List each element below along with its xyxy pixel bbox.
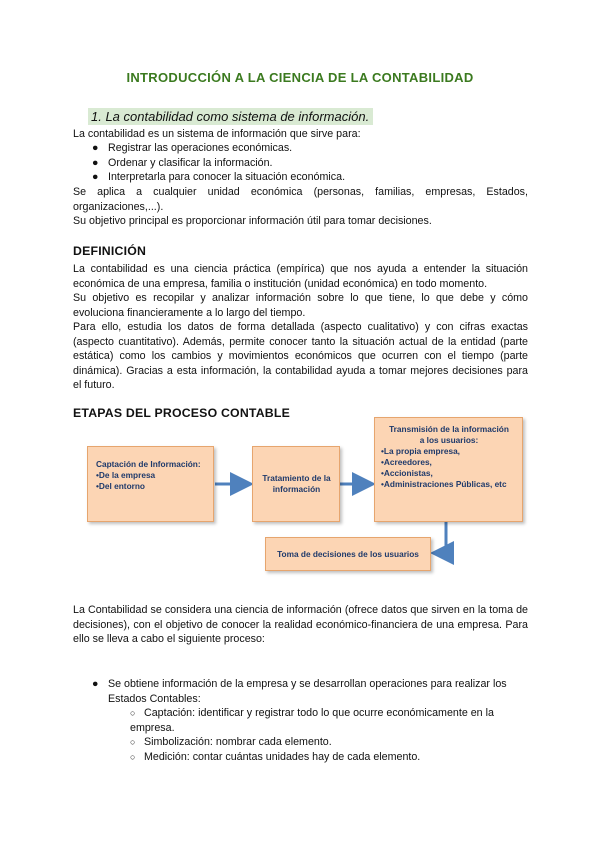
bullet-text: Registrar las operaciones económicas. xyxy=(108,142,293,154)
box-item: •Acreedores, xyxy=(381,457,432,467)
definicion-paragraph: Para ello, estudia los datos de forma detallada (aspecto cualitativo) y con cifras exactas (aspecto cuantitativo). Además, permite conocer tanto la situación actual de la entidad (parte estática) como los cambios y movimientos económicos que ocurren con el tiempo (parte dinámica). Gracias a esta información, la contabilidad ayuda a tomar mejores decisiones para el futuro. xyxy=(73,321,528,392)
arrow-3 xyxy=(436,522,446,553)
bullet-item: ● Interpretarla para conocer la situación económica. xyxy=(92,171,346,183)
subitem-text: Captación: identificar y registrar todo lo que ocurre económicamente en la empresa. xyxy=(130,707,494,734)
diagram-box-transmision xyxy=(374,417,523,522)
bullet-text-continued: Estados Contables: xyxy=(108,693,201,705)
box-item: •Del entorno xyxy=(96,481,145,491)
bullet-text: Se obtiene información de la empresa y se desarrollan operaciones para realizar los xyxy=(108,678,507,690)
box-item: •De la empresa xyxy=(96,470,156,480)
section-1-heading: 1. La contabilidad como sistema de información. xyxy=(88,108,373,125)
subitem-text: Medición: contar cuántas unidades hay de cada elemento. xyxy=(144,751,421,763)
subitem: ○ Medición: contar cuántas unidades hay de cada elemento. xyxy=(130,751,421,763)
diagram-box-captacion xyxy=(87,446,214,522)
bullet-item: ● Ordenar y clasificar la información. xyxy=(92,157,273,169)
proceso-intro: La Contabilidad se considera una ciencia de información (ofrece datos que sirven en la toma de decisiones), con el objetivo de conocer la realidad económico-financiera de una empresa. Para ello se lleva a cabo el siguiente proceso: xyxy=(73,604,528,646)
bullet-text: Interpretarla para conocer la situación económica. xyxy=(108,171,346,183)
bullet-item: ● Registrar las operaciones económicas. xyxy=(92,142,293,154)
diagram-box-decisiones xyxy=(265,537,431,571)
definicion-paragraph: Su objetivo es recopilar y analizar información sobre lo que tiene, lo que debe y cómo evoluciona financieramente a lo largo del tiempo. xyxy=(73,292,528,319)
section-1-intro: La contabilidad es un sistema de información que sirve para: xyxy=(73,128,361,140)
diagram-box-tratamiento xyxy=(252,446,340,522)
box-item: •Accionistas, xyxy=(381,468,433,478)
proceso-bullet: ● Se obtiene información de la empresa y se desarrollan operaciones para realizar los xyxy=(92,678,507,690)
subitem: ○ Captación: identificar y registrar todo lo que ocurre económicamente en la empresa. xyxy=(130,707,494,734)
subitem-text: Simbolización: nombrar cada elemento. xyxy=(144,736,332,748)
box-title: a los usuarios: xyxy=(419,435,479,445)
box-title: Tratamiento de la información xyxy=(262,473,331,494)
box-item: •Administraciones Públicas, etc xyxy=(381,479,507,489)
box-item: •La propia empresa, xyxy=(381,446,460,456)
bullet-text: Ordenar y clasificar la información. xyxy=(108,157,273,169)
definicion-paragraph: La contabilidad es una ciencia práctica (empírica) que nos ayuda a entender la situación económica de una empresa, familia o institución (unidad económica) en todo momento. xyxy=(73,263,528,290)
etapas-heading: ETAPAS DEL PROCESO CONTABLE xyxy=(73,406,290,420)
section-1-paragraph: Se aplica a cualquier unidad económica (personas, familias, empresas, Estados, organizaciones,...). xyxy=(73,186,528,213)
section-1-paragraph: Su objetivo principal es proporcionar información útil para tomar decisiones. xyxy=(73,215,432,227)
box-title: Toma de decisiones de los usuarios xyxy=(277,549,419,559)
box-title: Transmisión de la información xyxy=(389,424,509,434)
document-title: INTRODUCCIÓN A LA CIENCIA DE LA CONTABILIDAD xyxy=(126,70,474,85)
definicion-heading: DEFINICIÓN xyxy=(73,244,147,258)
subitem: ○ Simbolización: nombrar cada elemento. xyxy=(130,736,332,748)
box-title: Captación de Información: xyxy=(96,459,201,469)
